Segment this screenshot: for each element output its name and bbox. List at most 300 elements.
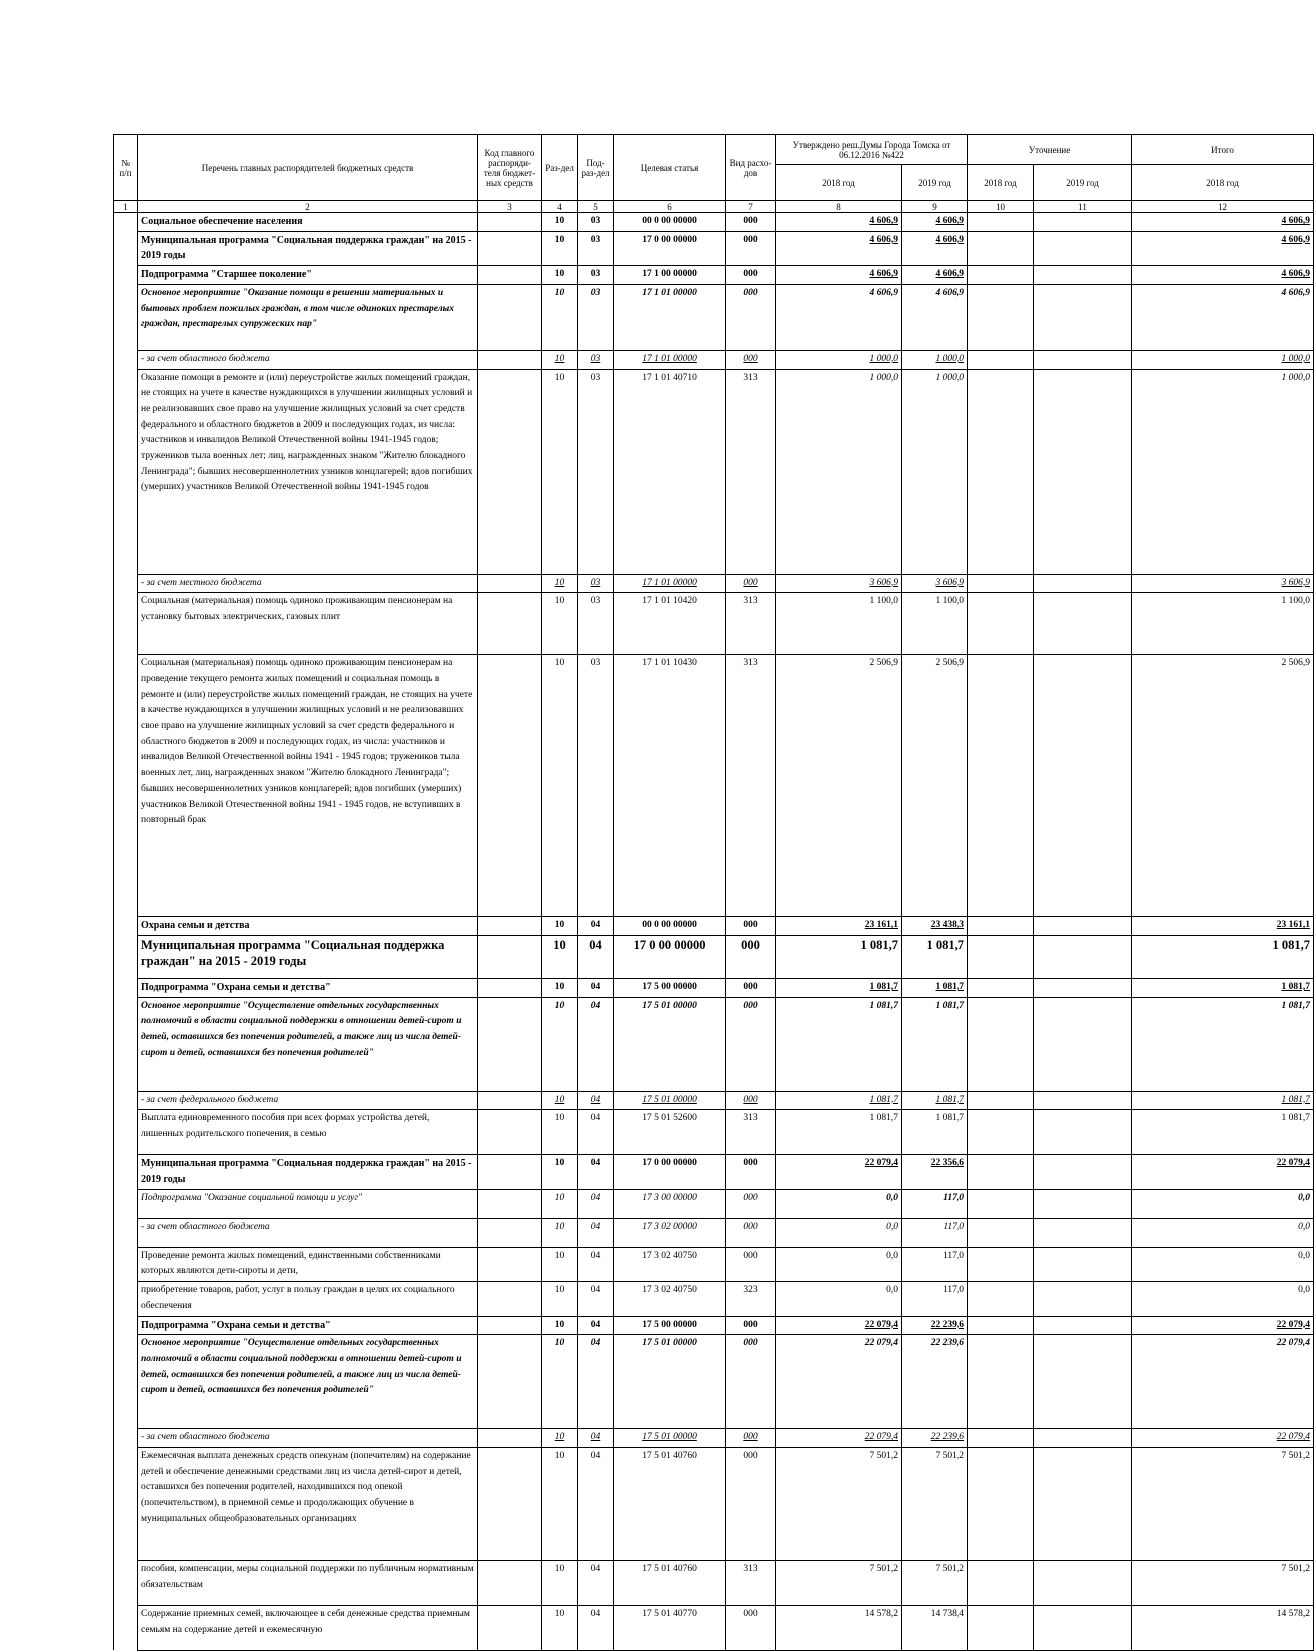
- table-row: [114, 1155, 1314, 1189]
- header-approved-2018: 2018 год: [776, 165, 902, 201]
- row-target: 17 5 01 40760: [614, 1560, 726, 1605]
- row-num: [114, 574, 138, 593]
- row-podrazdel: 04: [578, 1218, 614, 1247]
- row-podrazdel: 03: [578, 266, 614, 285]
- row-code: [478, 917, 542, 936]
- row-name: Основное мероприятие "Оказание помощи в решении материальных и бытовых проблем пожилых граждан, в том числе одиноких престарелых граждан, престарелых супружеских пар": [138, 284, 478, 350]
- row-approved-2018: 23 161,1: [776, 917, 902, 936]
- row-name: - за счет областного бюджета: [138, 350, 478, 369]
- row-approved-2018: 4 606,9: [776, 284, 902, 350]
- row-vid: 313: [726, 369, 776, 574]
- row-name: Подпрограмма "Оказание социальной помощи и услуг": [138, 1189, 478, 1218]
- row-target: 17 1 00 00000: [614, 266, 726, 285]
- row-num: [114, 978, 138, 997]
- row-num: [114, 917, 138, 936]
- row-num: [114, 350, 138, 369]
- row-approved-2019: 22 239,6: [902, 1429, 968, 1448]
- row-name: Подпрограмма "Охрана семьи и детства": [138, 1316, 478, 1335]
- row-num: [114, 655, 138, 917]
- row-refine-2019: [1034, 1155, 1132, 1189]
- row-approved-2018: 0,0: [776, 1189, 902, 1218]
- row-num: [114, 1335, 138, 1429]
- row-code: [478, 1155, 542, 1189]
- column-number: 7: [726, 201, 776, 213]
- row-vid: 000: [726, 350, 776, 369]
- row-name: Социальная (материальная) помощь одиноко проживающим пенсионерам на проведение текущего ремонта жилых помещений и социальная помощь в ремонте и (или) переустройстве жилых помещений граждан, не стоящих на учете в качестве нуждающихся в улучшении жилищных условий и не реализовавших свое право на улучшение жилищных условий за счет средств федерального и областного бюджетов в 2009 и последующих годах, из числа: участников и инвалидов Великой Отечественной войны 1941 - 1945 годов; тружеников тыла военных лет, лиц, награжденных знаком "Жителю блокадного Ленинграда"; бывших несовершеннолетних узников концлагерей; вдов погибших (умерших) участников Великой Отечественной войны 1941 - 1945 годов, не вступивших в повторный брак: [138, 655, 478, 917]
- row-code: [478, 266, 542, 285]
- row-razdel: 10: [542, 284, 578, 350]
- row-razdel: 10: [542, 1110, 578, 1155]
- row-approved-2019: 7 501,2: [902, 1447, 968, 1560]
- row-target: 17 1 01 40710: [614, 369, 726, 574]
- table-row: [114, 997, 1314, 1091]
- row-vid: 323: [726, 1282, 776, 1316]
- table-row: [114, 655, 1314, 917]
- row-refine-2019: [1034, 1091, 1132, 1110]
- row-num: [114, 1247, 138, 1281]
- row-total-2018: 1 081,7: [1132, 935, 1314, 978]
- row-approved-2018: 1 100,0: [776, 593, 902, 655]
- row-vid: 000: [726, 231, 776, 265]
- row-refine-2019: [1034, 593, 1132, 655]
- row-podrazdel: 04: [578, 997, 614, 1091]
- row-name: Основное мероприятие "Осуществление отдельных государственных полномочий в области социальной поддержки в отношении детей-сирот и детей, оставшихся без попечения родителей, а также лиц из числа детей-сирот и детей, оставшихся без попечения родителей": [138, 1335, 478, 1429]
- row-name: Содержание приемных семей, включающее в себя денежные средства приемным семьям на содержание детей и ежемесячную: [138, 1605, 478, 1650]
- row-razdel: 10: [542, 1155, 578, 1189]
- row-vid: 000: [726, 1091, 776, 1110]
- row-name: Выплата единовременного пособия при всех формах устройства детей, лишенных родительского попечения, в семью: [138, 1110, 478, 1155]
- row-razdel: 10: [542, 574, 578, 593]
- row-podrazdel: 03: [578, 231, 614, 265]
- column-number: 8: [776, 201, 902, 213]
- row-podrazdel: 04: [578, 1282, 614, 1316]
- row-num: [114, 593, 138, 655]
- row-refine-2019: [1034, 1605, 1132, 1650]
- row-refine-2019: [1034, 1282, 1132, 1316]
- row-vid: 000: [726, 997, 776, 1091]
- row-refine-2019: [1034, 574, 1132, 593]
- header-total-2018: 2018 год: [1132, 165, 1314, 201]
- table-row: [114, 1605, 1314, 1650]
- row-name: Подпрограмма "Старшее поколение": [138, 266, 478, 285]
- row-approved-2019: 1 081,7: [902, 1110, 968, 1155]
- row-podrazdel: 04: [578, 1335, 614, 1429]
- row-refine-2019: [1034, 266, 1132, 285]
- row-approved-2019: 1 000,0: [902, 350, 968, 369]
- header-razdel: Раз-дел: [542, 135, 578, 201]
- row-code: [478, 350, 542, 369]
- row-name: Ежемесячная выплата денежных средств опекунам (попечителям) на содержание детей и обеспечение денежными средствами лиц из числа детей-сирот и детей, оставшихся без попечения родителей, находившихся под опекой (попечительством), в приемной семье и продолжающих обучение в муниципальных общеобразовательных организациях: [138, 1447, 478, 1560]
- row-approved-2019: 7 501,2: [902, 1560, 968, 1605]
- row-total-2018: 7 501,2: [1132, 1447, 1314, 1560]
- row-approved-2019: 1 100,0: [902, 593, 968, 655]
- row-approved-2018: 0,0: [776, 1218, 902, 1247]
- row-approved-2018: 1 000,0: [776, 369, 902, 574]
- row-name: Охрана семьи и детства: [138, 917, 478, 936]
- row-approved-2018: 2 506,9: [776, 655, 902, 917]
- row-approved-2018: 1 081,7: [776, 935, 902, 978]
- header-column-numbers: [114, 201, 1314, 213]
- table-row: [114, 1091, 1314, 1110]
- row-vid: 000: [726, 917, 776, 936]
- header-vid: Вид расхо-дов: [726, 135, 776, 201]
- row-razdel: 10: [542, 1560, 578, 1605]
- header-refine: Уточнение: [968, 135, 1132, 165]
- row-approved-2019: 22 239,6: [902, 1316, 968, 1335]
- row-target: 17 5 01 40760: [614, 1447, 726, 1560]
- budget-table: [113, 134, 1314, 1651]
- row-total-2018: 0,0: [1132, 1247, 1314, 1281]
- row-razdel: 10: [542, 935, 578, 978]
- row-num: [114, 1155, 138, 1189]
- row-name: - за счет областного бюджета: [138, 1218, 478, 1247]
- row-refine-2019: [1034, 1447, 1132, 1560]
- row-refine-2018: [968, 1282, 1034, 1316]
- row-total-2018: 3 606,9: [1132, 574, 1314, 593]
- row-code: [478, 655, 542, 917]
- header-name: Перечень главных распорядителей бюджетных средств: [138, 135, 478, 201]
- row-refine-2019: [1034, 1560, 1132, 1605]
- row-num: [114, 1110, 138, 1155]
- row-name: Социальное обеспечение населения: [138, 213, 478, 232]
- row-refine-2019: [1034, 350, 1132, 369]
- row-total-2018: 23 161,1: [1132, 917, 1314, 936]
- row-num: [114, 1189, 138, 1218]
- row-refine-2019: [1034, 231, 1132, 265]
- row-approved-2018: 4 606,9: [776, 231, 902, 265]
- row-refine-2019: [1034, 1110, 1132, 1155]
- row-podrazdel: 03: [578, 284, 614, 350]
- row-refine-2019: [1034, 978, 1132, 997]
- row-podrazdel: 04: [578, 1429, 614, 1448]
- row-refine-2018: [968, 1335, 1034, 1429]
- row-podrazdel: 03: [578, 213, 614, 232]
- row-approved-2019: 1 000,0: [902, 369, 968, 574]
- row-razdel: 10: [542, 1316, 578, 1335]
- table-row: [114, 1429, 1314, 1448]
- row-approved-2018: 0,0: [776, 1282, 902, 1316]
- row-total-2018: 1 100,0: [1132, 593, 1314, 655]
- header-podrazdel: Под-раз-дел: [578, 135, 614, 201]
- row-refine-2018: [968, 1247, 1034, 1281]
- row-num: [114, 231, 138, 265]
- row-refine-2019: [1034, 213, 1132, 232]
- table-body: [114, 213, 1314, 1651]
- row-name: - за счет федерального бюджета: [138, 1091, 478, 1110]
- row-code: [478, 1110, 542, 1155]
- row-num: [114, 1429, 138, 1448]
- row-target: 17 5 01 00000: [614, 1429, 726, 1448]
- row-approved-2019: 22 239,6: [902, 1335, 968, 1429]
- row-target: 17 3 00 00000: [614, 1189, 726, 1218]
- row-code: [478, 213, 542, 232]
- header-approved-2019: 2019 год: [902, 165, 968, 201]
- row-target: 17 5 00 00000: [614, 1316, 726, 1335]
- row-total-2018: 7 501,2: [1132, 1560, 1314, 1605]
- row-target: 17 1 01 10430: [614, 655, 726, 917]
- row-code: [478, 997, 542, 1091]
- row-approved-2019: 23 438,3: [902, 917, 968, 936]
- row-num: [114, 1316, 138, 1335]
- row-razdel: 10: [542, 1447, 578, 1560]
- row-approved-2018: 22 079,4: [776, 1316, 902, 1335]
- table-row: [114, 284, 1314, 350]
- row-name: Проведение ремонта жилых помещений, единственными собственниками которых являются дети-сироты и дети,: [138, 1247, 478, 1281]
- row-podrazdel: 04: [578, 1091, 614, 1110]
- row-target: 17 5 01 00000: [614, 1091, 726, 1110]
- header-num: № п/п: [114, 135, 138, 201]
- row-approved-2019: 22 356,6: [902, 1155, 968, 1189]
- row-code: [478, 1247, 542, 1281]
- row-vid: 000: [726, 1316, 776, 1335]
- row-target: 17 5 01 00000: [614, 997, 726, 1091]
- row-name: Муниципальная программа "Социальная поддержка граждан" на 2015 - 2019 годы: [138, 1155, 478, 1189]
- row-code: [478, 369, 542, 574]
- row-vid: 000: [726, 935, 776, 978]
- row-razdel: 10: [542, 231, 578, 265]
- row-vid: 313: [726, 593, 776, 655]
- row-num: [114, 1560, 138, 1605]
- row-refine-2018: [968, 1218, 1034, 1247]
- row-name: Основное мероприятие "Осуществление отдельных государственных полномочий в области социальной поддержки в отношении детей-сирот и детей, оставшихся без попечения родителей, а также лиц из числа детей-сирот и детей, оставшихся без попечения родителей": [138, 997, 478, 1091]
- row-num: [114, 1605, 138, 1650]
- row-approved-2018: 7 501,2: [776, 1560, 902, 1605]
- row-name: - за счет местного бюджета: [138, 574, 478, 593]
- row-code: [478, 1605, 542, 1650]
- row-refine-2018: [968, 917, 1034, 936]
- row-refine-2018: [968, 655, 1034, 917]
- row-vid: 000: [726, 1218, 776, 1247]
- row-name: Подпрограмма "Охрана семьи и детства": [138, 978, 478, 997]
- row-refine-2018: [968, 284, 1034, 350]
- row-refine-2018: [968, 1429, 1034, 1448]
- table-row: [114, 1247, 1314, 1281]
- row-podrazdel: 03: [578, 593, 614, 655]
- row-approved-2018: 1 081,7: [776, 997, 902, 1091]
- row-refine-2019: [1034, 284, 1132, 350]
- row-code: [478, 284, 542, 350]
- row-total-2018: 0,0: [1132, 1189, 1314, 1218]
- row-vid: 313: [726, 655, 776, 917]
- row-target: 17 3 02 40750: [614, 1282, 726, 1316]
- row-total-2018: 0,0: [1132, 1218, 1314, 1247]
- table-header: [114, 135, 1314, 213]
- header-refine-2019: 2019 год: [1034, 165, 1132, 201]
- row-total-2018: 4 606,9: [1132, 213, 1314, 232]
- row-approved-2019: 3 606,9: [902, 574, 968, 593]
- row-name: приобретение товаров, работ, услуг в пользу граждан в целях их социального обеспечения: [138, 1282, 478, 1316]
- header-refine-2018: 2018 год: [968, 165, 1034, 201]
- row-refine-2018: [968, 1189, 1034, 1218]
- row-refine-2018: [968, 1605, 1034, 1650]
- row-target: 17 1 01 00000: [614, 284, 726, 350]
- row-num: [114, 1282, 138, 1316]
- row-refine-2018: [968, 350, 1034, 369]
- row-podrazdel: 03: [578, 574, 614, 593]
- row-razdel: 10: [542, 213, 578, 232]
- row-refine-2019: [1034, 369, 1132, 574]
- row-num: [114, 266, 138, 285]
- row-podrazdel: 04: [578, 1247, 614, 1281]
- column-number: 4: [542, 201, 578, 213]
- row-target: 00 0 00 00000: [614, 213, 726, 232]
- row-approved-2018: 1 000,0: [776, 350, 902, 369]
- row-target: 17 3 02 40750: [614, 1247, 726, 1281]
- row-total-2018: 1 000,0: [1132, 369, 1314, 574]
- row-refine-2018: [968, 997, 1034, 1091]
- row-vid: 313: [726, 1560, 776, 1605]
- row-podrazdel: 04: [578, 978, 614, 997]
- row-refine-2019: [1034, 1335, 1132, 1429]
- row-razdel: 10: [542, 350, 578, 369]
- row-total-2018: 22 079,4: [1132, 1335, 1314, 1429]
- row-code: [478, 231, 542, 265]
- row-approved-2019: 4 606,9: [902, 284, 968, 350]
- row-refine-2018: [968, 1316, 1034, 1335]
- row-approved-2019: 4 606,9: [902, 266, 968, 285]
- row-approved-2019: 117,0: [902, 1247, 968, 1281]
- row-target: 17 0 00 00000: [614, 935, 726, 978]
- row-code: [478, 1189, 542, 1218]
- column-number: 2: [138, 201, 478, 213]
- row-total-2018: 22 079,4: [1132, 1155, 1314, 1189]
- column-number: 6: [614, 201, 726, 213]
- row-code: [478, 1316, 542, 1335]
- row-total-2018: 14 578,2: [1132, 1605, 1314, 1650]
- row-approved-2018: 0,0: [776, 1247, 902, 1281]
- row-code: [478, 593, 542, 655]
- row-refine-2018: [968, 1110, 1034, 1155]
- column-number: 11: [1034, 201, 1132, 213]
- row-podrazdel: 03: [578, 369, 614, 574]
- row-razdel: 10: [542, 1335, 578, 1429]
- row-vid: 000: [726, 266, 776, 285]
- table-row: [114, 231, 1314, 265]
- row-approved-2019: 1 081,7: [902, 978, 968, 997]
- row-target: 00 0 00 00000: [614, 917, 726, 936]
- row-approved-2018: 22 079,4: [776, 1155, 902, 1189]
- row-num: [114, 213, 138, 232]
- row-code: [478, 1447, 542, 1560]
- row-refine-2019: [1034, 1247, 1132, 1281]
- row-approved-2019: 4 606,9: [902, 231, 968, 265]
- row-name: Муниципальная программа "Социальная поддержка граждан" на 2015 - 2019 годы: [138, 935, 478, 978]
- row-approved-2018: 22 079,4: [776, 1335, 902, 1429]
- column-number: 3: [478, 201, 542, 213]
- row-target: 17 5 01 00000: [614, 1335, 726, 1429]
- row-approved-2019: 2 506,9: [902, 655, 968, 917]
- row-target: 17 0 00 00000: [614, 231, 726, 265]
- row-refine-2018: [968, 574, 1034, 593]
- row-razdel: 10: [542, 655, 578, 917]
- row-refine-2018: [968, 1560, 1034, 1605]
- row-podrazdel: 04: [578, 1605, 614, 1650]
- row-refine-2019: [1034, 1429, 1132, 1448]
- row-podrazdel: 03: [578, 655, 614, 917]
- row-target: 17 5 01 40770: [614, 1605, 726, 1650]
- row-podrazdel: 04: [578, 1560, 614, 1605]
- header-approved: Утверждено реш.Думы Города Томска от 06.12.2016 №422: [776, 135, 968, 165]
- row-name: - за счет областного бюджета: [138, 1429, 478, 1448]
- row-vid: 000: [726, 213, 776, 232]
- row-refine-2018: [968, 978, 1034, 997]
- row-podrazdel: 04: [578, 917, 614, 936]
- row-target: 17 1 01 10420: [614, 593, 726, 655]
- row-refine-2019: [1034, 997, 1132, 1091]
- row-num: [114, 935, 138, 978]
- row-code: [478, 978, 542, 997]
- table-row: [114, 1335, 1314, 1429]
- row-vid: 000: [726, 1247, 776, 1281]
- row-refine-2018: [968, 231, 1034, 265]
- row-code: [478, 935, 542, 978]
- row-razdel: 10: [542, 1218, 578, 1247]
- row-target: 17 0 00 00000: [614, 1155, 726, 1189]
- row-approved-2018: 22 079,4: [776, 1429, 902, 1448]
- row-total-2018: 1 081,7: [1132, 978, 1314, 997]
- row-vid: 000: [726, 574, 776, 593]
- column-number: 5: [578, 201, 614, 213]
- row-podrazdel: 04: [578, 1110, 614, 1155]
- row-approved-2019: 1 081,7: [902, 997, 968, 1091]
- row-razdel: 10: [542, 917, 578, 936]
- row-approved-2018: 1 081,7: [776, 978, 902, 997]
- row-total-2018: 22 079,4: [1132, 1429, 1314, 1448]
- row-num: [114, 997, 138, 1091]
- row-code: [478, 574, 542, 593]
- row-podrazdel: 04: [578, 935, 614, 978]
- row-refine-2019: [1034, 1316, 1132, 1335]
- row-vid: 000: [726, 1155, 776, 1189]
- budget-table-sheet: [113, 134, 1311, 1650]
- row-approved-2018: 1 081,7: [776, 1091, 902, 1110]
- row-razdel: 10: [542, 997, 578, 1091]
- row-approved-2019: 117,0: [902, 1282, 968, 1316]
- table-row: [114, 369, 1314, 574]
- row-total-2018: 4 606,9: [1132, 284, 1314, 350]
- table-row: [114, 1218, 1314, 1247]
- table-row: [114, 1447, 1314, 1560]
- row-refine-2018: [968, 1091, 1034, 1110]
- row-num: [114, 1447, 138, 1560]
- row-total-2018: 4 606,9: [1132, 231, 1314, 265]
- row-refine-2019: [1034, 1189, 1132, 1218]
- header-code: Код главного распоряди-теля бюджет-ных средств: [478, 135, 542, 201]
- row-name: Оказание помощи в ремонте и (или) переустройстве жилых помещений граждан, не стоящих на учете в качестве нуждающихся в улучшении жилищных условий и не реализовавших свое право на улучшение жилищных условий за счет средств федерального и областного бюджетов в 2009 и последующих годах, из числа: участников и инвалидов Великой Отечественной войны 1941-1945 годов; тружеников тыла военных лет; лиц, награжденных знаком "Жителю блокадного Ленинграда"; бывших несовершеннолетних узников концлагерей; вдов погибших (умерших) участников Великой Отечественной войны 1941-1945 годов: [138, 369, 478, 574]
- row-refine-2018: [968, 593, 1034, 655]
- row-approved-2019: 117,0: [902, 1189, 968, 1218]
- row-vid: 313: [726, 1110, 776, 1155]
- table-row: [114, 1110, 1314, 1155]
- table-row: [114, 1189, 1314, 1218]
- row-num: [114, 1218, 138, 1247]
- row-refine-2018: [968, 1155, 1034, 1189]
- row-refine-2018: [968, 935, 1034, 978]
- row-razdel: 10: [542, 1091, 578, 1110]
- row-vid: 000: [726, 978, 776, 997]
- table-row: [114, 266, 1314, 285]
- row-razdel: 10: [542, 593, 578, 655]
- row-code: [478, 1560, 542, 1605]
- row-code: [478, 1282, 542, 1316]
- row-target: 17 1 01 00000: [614, 350, 726, 369]
- column-number: 10: [968, 201, 1034, 213]
- row-code: [478, 1091, 542, 1110]
- row-refine-2018: [968, 266, 1034, 285]
- row-podrazdel: 04: [578, 1189, 614, 1218]
- row-razdel: 10: [542, 266, 578, 285]
- row-refine-2019: [1034, 935, 1132, 978]
